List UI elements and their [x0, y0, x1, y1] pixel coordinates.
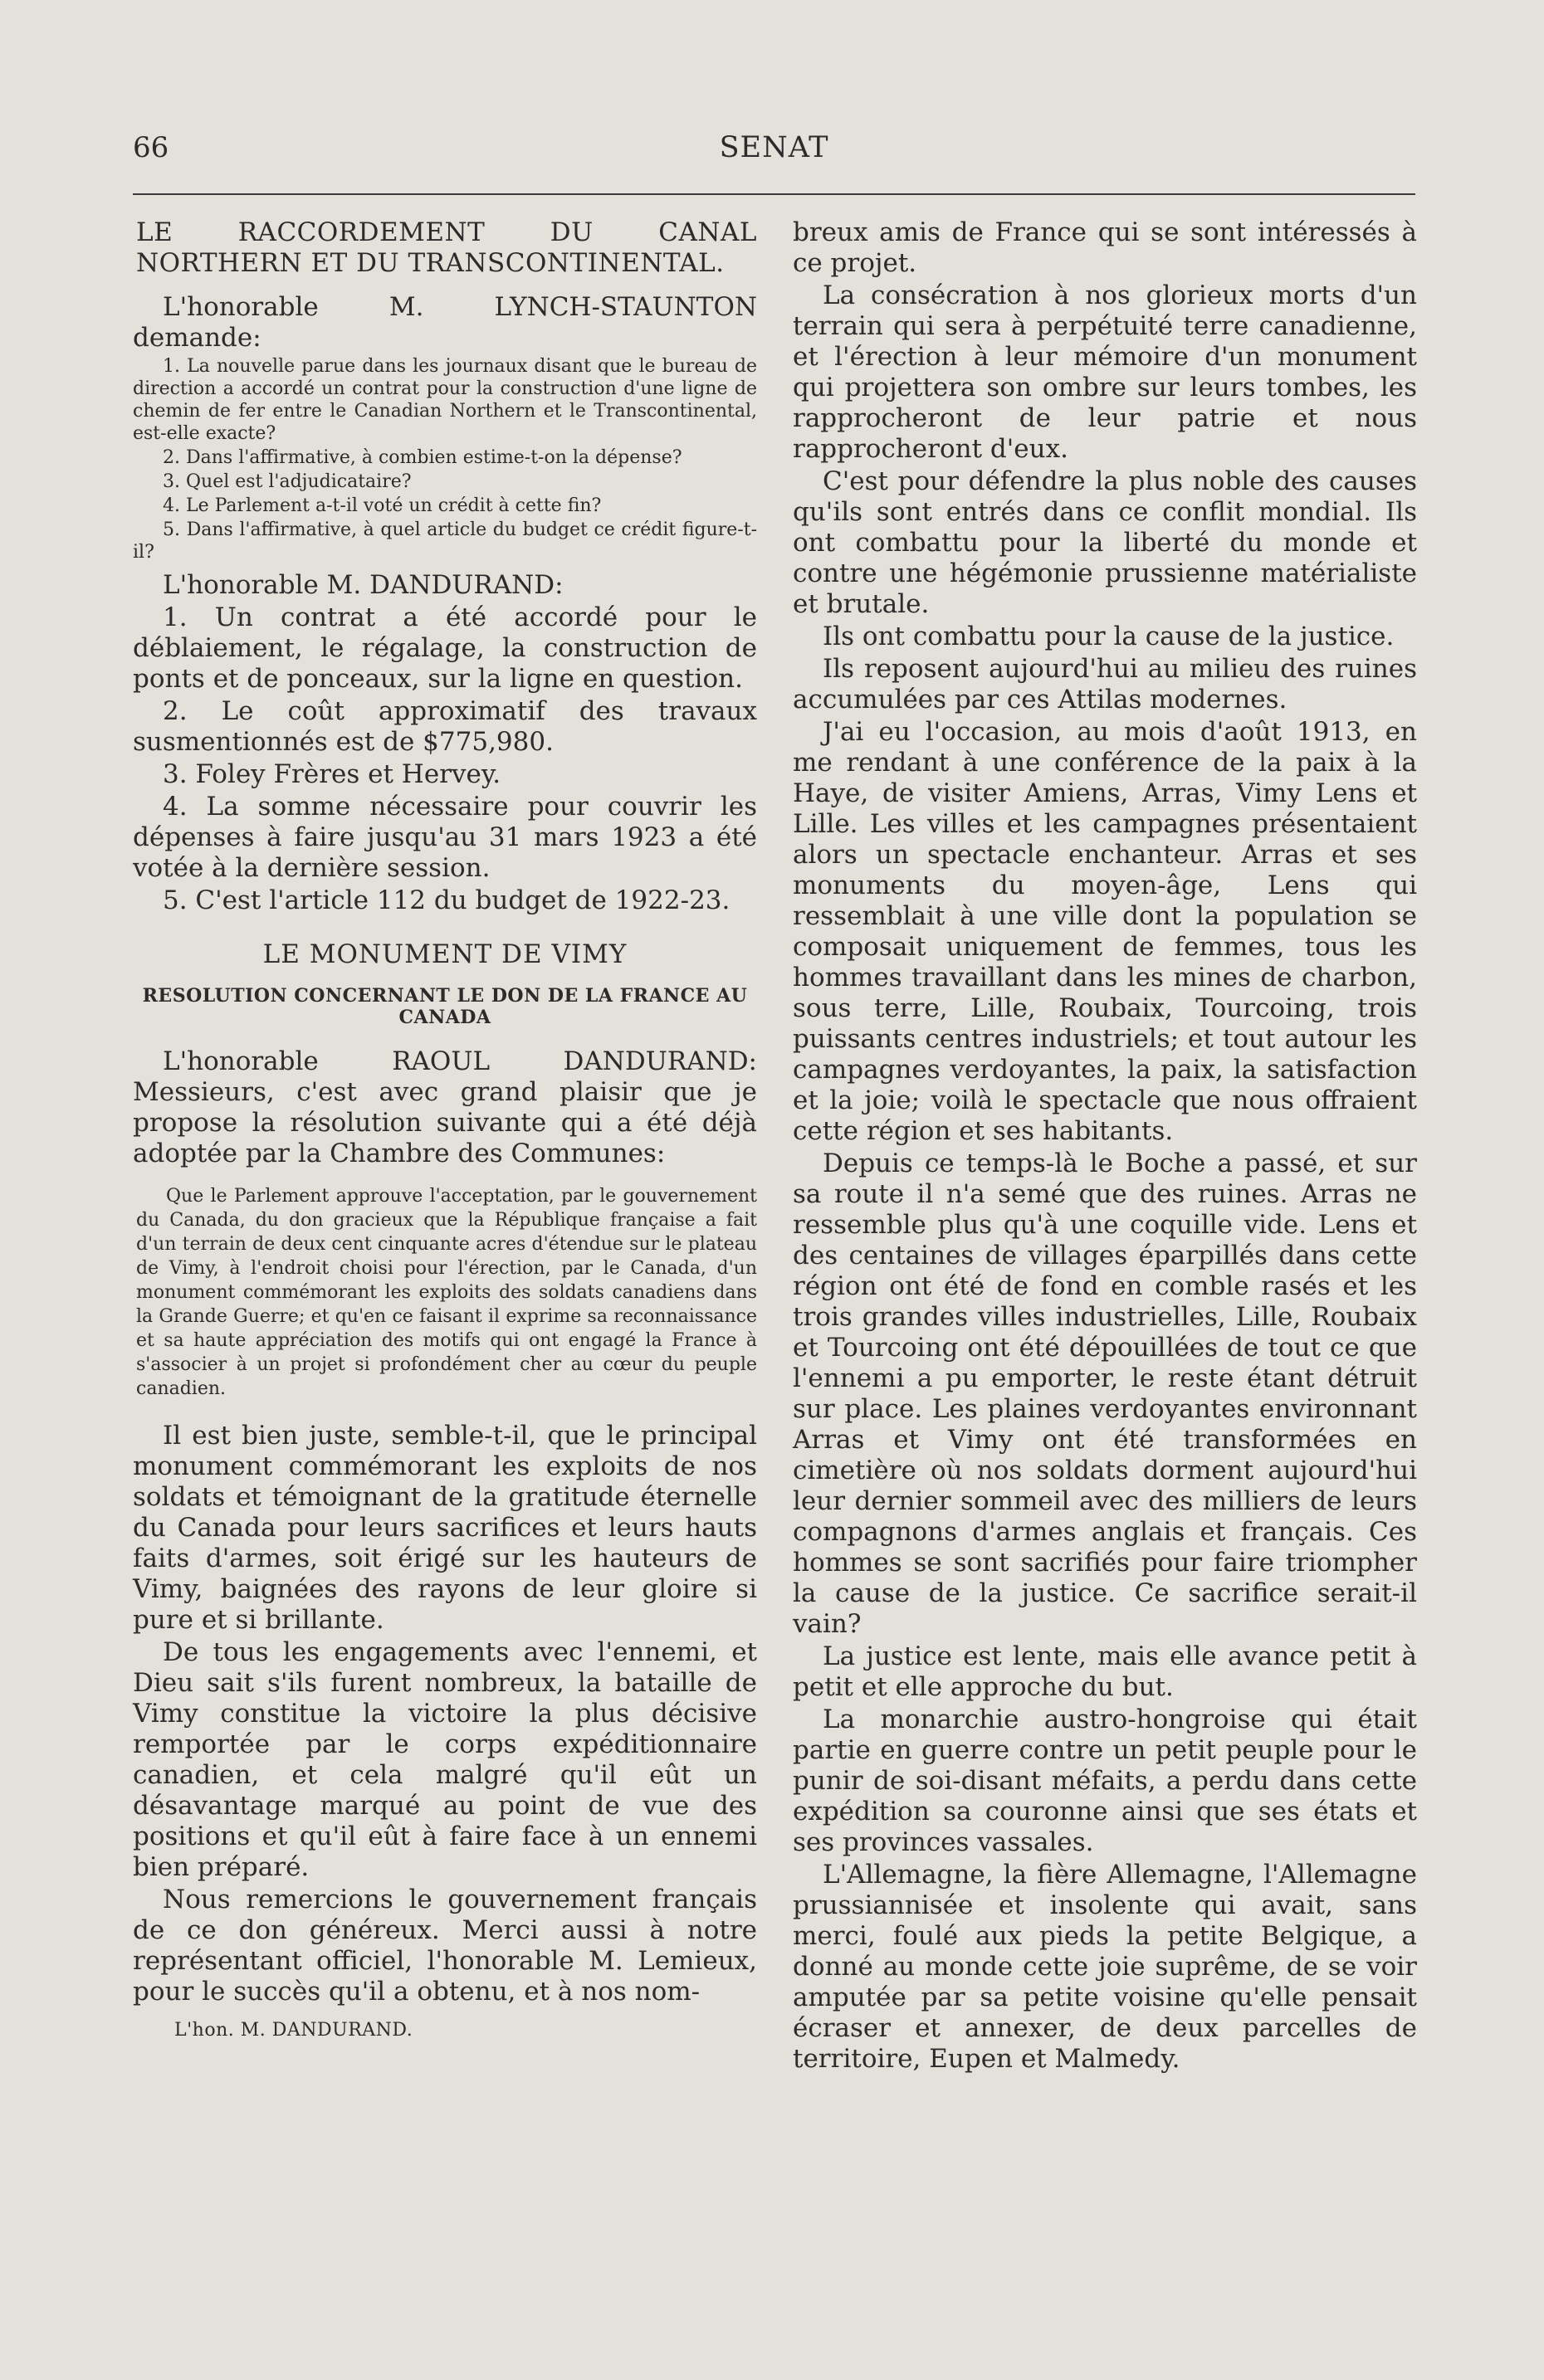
running-head: SENAT [719, 131, 829, 164]
body-paragraph: Nous remercions le gouvernement français de ce don généreux. Merci aussi à notre représentant officiel, l'honorable M. Lemieux, pour le succès qu'il a obtenu, et à nos nom- [133, 1885, 757, 2007]
answer-item: 3. Foley Frères et Hervey. [163, 759, 501, 789]
question-item: 1. La nouvelle parue dans les journaux disant que le bureau de direction a accordé un contrat pour la construction d'une ligne de chemin de fer entre le Canadian Northern et le Transcontinental, est-elle exacte? [133, 356, 757, 444]
answer-item: 4. La somme nécessaire pour couvrir les dépenses à faire jusqu'au 31 mars 1923 a été votée à la dernière session. [133, 792, 757, 883]
question-item: 4. Le Parlement a-t-il voté un crédit à cette fin? [163, 495, 602, 516]
body-paragraph: Il est bien juste, semble-t-il, que le principal monument commémorant les exploits de nos soldats et témoignant de la gratitude éternelle du Canada pour leurs sacrifices et leurs hauts faits d'armes, soit érigé sur les hauteurs de Vimy, baignées des rayons de leur gloire si pure et si brillante. [133, 1421, 757, 1635]
body-paragraph: L'Allemagne, la fière Allemagne, l'Allemagne prussiannisée et insolente qui avait, sans merci, foulé aux pieds la petite Belgique, a donné au monde cette joie suprême, de se voir amputée par sa petite voisine qu'elle pensait écraser et annexer, de deux parcelles de territoire, Eupen et Malmedy. [793, 1860, 1417, 2074]
question-item: 2. Dans l'affirmative, à combien estime-t-on la dépense? [163, 447, 682, 468]
body-paragraph: Ils reposent aujourd'hui au milieu des ruines accumulées par ces Attilas modernes. [793, 654, 1417, 714]
answer-item: 1. Un contrat a été accordé pour le déblaiement, le régalage, la construction de ponts et de ponceaux, sur la ligne en question. [133, 602, 757, 694]
speaker-lynch-staunton: L'honorable M. LYNCH-STAUNTON demande: [133, 292, 757, 353]
answer-item: 5. C'est l'article 112 du budget de 1922-23. [163, 885, 730, 915]
resolution-text: Que le Parlement approuve l'acceptation, par le gouvernement du Canada, du don gracieux que la République française a fait d'un terrain de deux cent cinquante acres d'étendue sur le plateau de Vimy, à l'endroit choisi pour l'érection, par le Canada, d'un monument commémorant les exploits des soldats canadiens dans la Grande Guerre; et qu'en ce faisant il exprime sa reconnaissance et sa haute appréciation des motifs qui ont engagé la France à s'associer à un projet si profondément cher au cœur du peuple canadien. [136, 1186, 757, 1399]
left-column [133, 217, 757, 2042]
speaker-raoul-dandurand-intro: L'honorable RAOUL DANDURAND: Messieurs, c'est avec grand plaisir que je propose la résolution suivante qui a été déjà adoptée par la Chambre des Communes: [133, 1046, 757, 1168]
section-subtitle-resolution: RESOLUTION CONCERNANT LE DON DE LA FRANCE AU CANADA [142, 985, 748, 1028]
page-header [133, 131, 1415, 173]
body-paragraph: La consécration à nos glorieux morts d'un terrain qui sera à perpétuité terre canadienne, et l'érection à leur mémoire d'un monument qui projettera son ombre sur leurs tombes, les rapprocheront de leur patrie et nous rapprocheront d'eux. [793, 280, 1417, 464]
speaker-footer: L'hon. M. DANDURAND. [174, 2020, 413, 2041]
header-rule [133, 193, 1415, 195]
body-paragraph: La monarchie austro-hongroise qui était partie en guerre contre un petit peuple pour le punir de soi-disant méfaits, a perdu dans cette expédition sa couronne ainsi que ses états et ses provinces vassales. [793, 1705, 1417, 1857]
question-item: 5. Dans l'affirmative, à quel article du budget ce crédit figure-t-il? [133, 519, 757, 563]
page-number: 66 [133, 131, 169, 164]
speaker-dandurand: L'honorable M. DANDURAND: [163, 570, 564, 600]
section-title-vimy: LE MONUMENT DE VIMY [262, 939, 628, 969]
answer-item: 2. Le coût approximatif des travaux susmentionnés est de $775,980. [133, 696, 757, 757]
section-title-raccordement: LE RACCORDEMENT DU CANAL NORTHERN ET DU TRANSCONTINENTAL. [136, 217, 757, 278]
body-paragraph: Ils ont combattu pour la cause de la justice. [823, 622, 1395, 651]
body-paragraph: La justice est lente, mais elle avance petit à petit et elle approche du but. [793, 1641, 1417, 1702]
body-paragraph: Depuis ce temps-là le Boche a passé, et sur sa route il n'a semé que des ruines. Arras ne ressemble plus qu'à une coquille vide. Lens et des centaines de villages éparpillés dans cette région ont été de fond en comble rasés et les trois grandes villes industrielles, Lille, Roubaix et Tourcoing ont été dépouillées de tout ce que l'ennemi a pu emporter, le reste étant détruit sur place. Les plaines verdoyantes environnant Arras et Vimy ont été transformées en cimetière où nos soldats dorment aujourd'hui leur dernier sommeil avec des milliers de leurs compagnons d'armes anglais et français. Ces hommes se sont sacrifiés pour faire triompher la cause de la justice. Ce sacrifice serait-il vain? [793, 1149, 1417, 1639]
body-paragraph: C'est pour défendre la plus noble des causes qu'ils sont entrés dans ce conflit mondial. Ils ont combattu pour la liberté du monde et contre une hégémonie prussienne matérialiste et brutale. [793, 466, 1417, 619]
right-column [793, 217, 1417, 2076]
body-paragraph: breux amis de France qui se sont intéressés à ce projet. [793, 217, 1417, 278]
question-item: 3. Quel est l'adjudicataire? [163, 471, 412, 492]
body-paragraph: De tous les engagements avec l'ennemi, et Dieu sait s'ils furent nombreux, la bataille de Vimy constitue la victoire la plus décisive remportée par le corps expéditionnaire canadien, et cela malgré qu'il eût un désavantage marqué au point de vue des positions et qu'il eût à faire face à un ennemi bien préparé. [133, 1637, 757, 1882]
body-paragraph: J'ai eu l'occasion, au mois d'août 1913, en me rendant à une conférence de la paix à la Haye, de visiter Amiens, Arras, Vimy Lens et Lille. Les villes et les campagnes présentaient alors un spectacle enchanteur. Arras et ses monuments du moyen-âge, Lens qui ressemblait à une ville dont la population se composait uniquement de femmes, tous les hommes travaillant dans les mines de charbon, sous terre, Lille, Roubaix, Tourcoing, trois puissants centres industriels; et tout autour les campagnes verdoyantes, la paix, la satisfaction et la joie; voilà le spectacle que nous offraient cette région et ses habitants. [793, 717, 1417, 1146]
